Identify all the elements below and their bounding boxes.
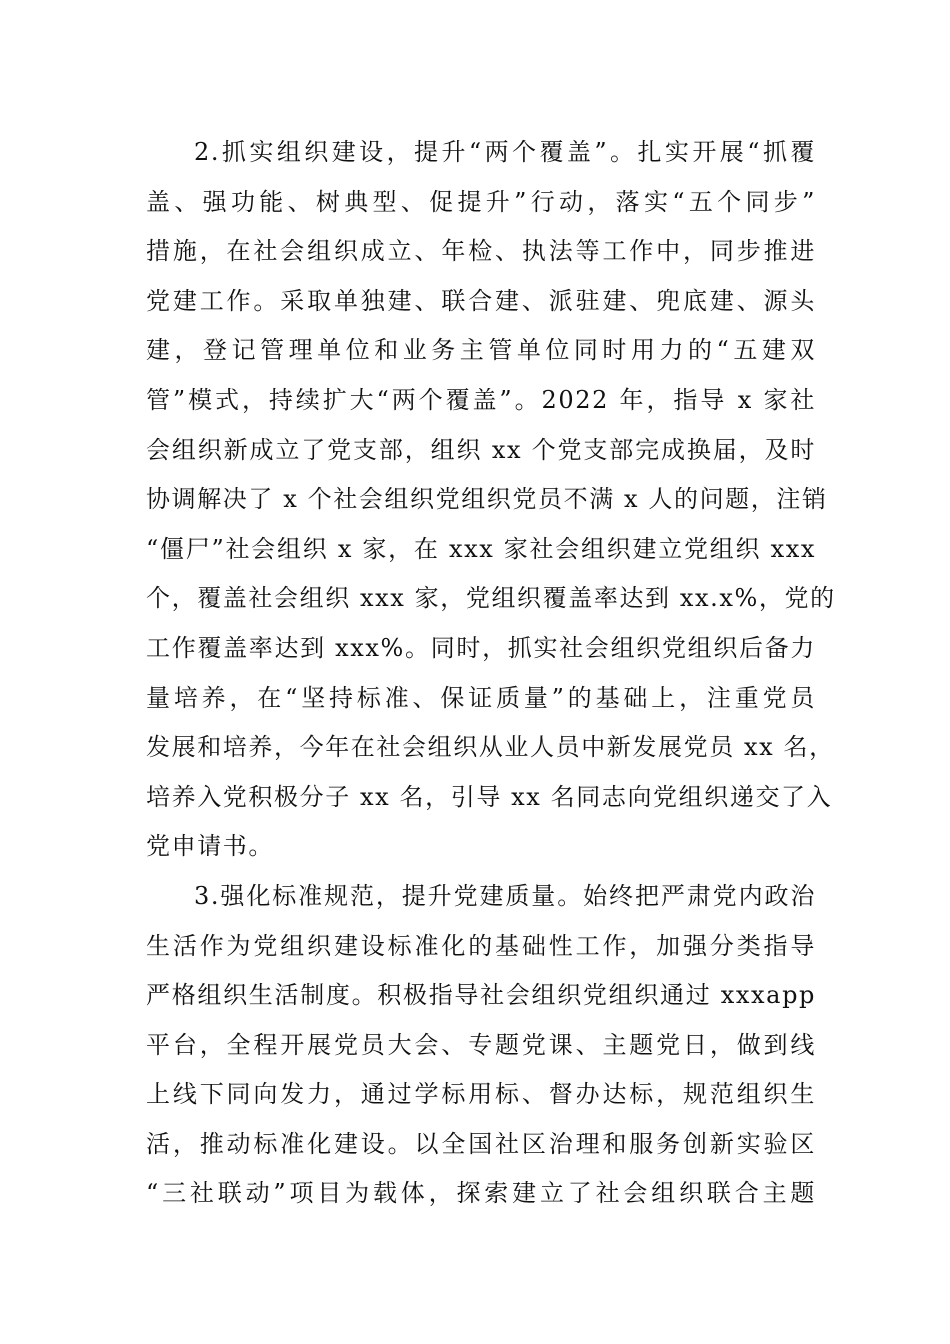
paragraph-2-last-line: 党申请书。 [146, 832, 274, 861]
paragraph-2-line: 个，覆盖社会组织 xxx 家，党组织覆盖率达到 xx.x%，党的 [146, 584, 836, 613]
paragraph-2-line: 2.抓实组织建设，提升“两个覆盖”。扎实开展“抓覆 [194, 138, 816, 166]
paragraph-3-line: 3.强化标准规范，提升党建质量。始终把严肃党内政治 [194, 881, 816, 910]
paragraph-3-line: 上线下同向发力，通过学标用标、督办达标，规范组织生 [146, 1080, 816, 1109]
paragraph-2-line: 管”模式，持续扩大“两个覆盖”。2022 年，指导 x 家社 [146, 385, 816, 414]
paragraph-2-line: 培养入党积极分子 xx 名，引导 xx 名同志向党组织递交了入 [146, 782, 833, 811]
paragraph-3-line: “三社联动”项目为载体，探索建立了社会组织联合主题 [146, 1179, 816, 1208]
paragraph-2-line: “僵尸”社会组织 x 家，在 xxx 家社会组织建立党组织 xxx [146, 534, 816, 563]
paragraph-3-line: 生活作为党组织建设标准化的基础性工作，加强分类指导 [146, 931, 816, 960]
paragraph-2-line: 会组织新成立了党支部，组织 xx 个党支部完成换届，及时 [146, 435, 816, 464]
body-text [146, 128, 836, 1219]
paragraph-2-line: 发展和培养，今年在社会组织从业人员中新发展党员 xx 名， [146, 733, 835, 762]
paragraph-2-line: 盖、强功能、树典型、促提升”行动，落实“五个同步” [146, 187, 816, 216]
paragraph-3-line: 严格组织生活制度。积极指导社会组织党组织通过 xxxapp [146, 981, 816, 1010]
paragraph-2-line: 工作覆盖率达到 xxx%。同时，抓实社会组织党组织后备力 [146, 633, 816, 662]
paragraph-3-line: 平台，全程开展党员大会、专题党课、主题党日，做到线 [146, 1030, 816, 1059]
paragraph-2-line: 建，登记管理单位和业务主管单位同时用力的“五建双 [146, 336, 816, 365]
paragraph-2-line: 党建工作。采取单独建、联合建、派驻建、兜底建、源头 [146, 286, 816, 315]
paragraph-2-line: 量培养，在“坚持标准、保证质量”的基础上，注重党员 [146, 683, 816, 712]
paragraph-2-line: 协调解决了 x 个社会组织党组织党员不满 x 人的问题，注销 [146, 485, 828, 514]
paragraph-3-line: 活，推动标准化建设。以全国社区治理和服务创新实验区 [146, 1129, 816, 1158]
paragraph-2-line: 措施，在社会组织成立、年检、执法等工作中，同步推进 [146, 237, 816, 266]
